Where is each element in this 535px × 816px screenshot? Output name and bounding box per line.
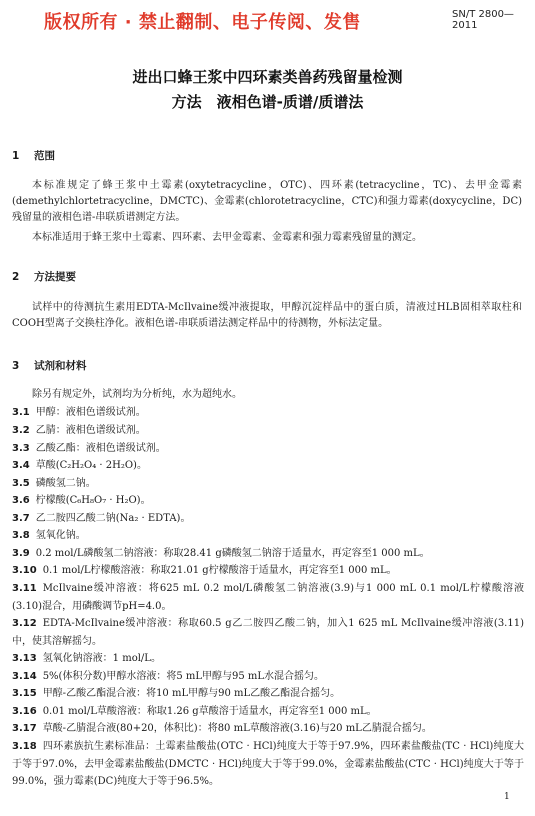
item-text: 柠檬酸(C₆H₈O₇ · H₂O)。 (35, 495, 151, 506)
method-summary-paragraph: 试样中的待测抗生素用EDTA-McIlvaine缓冲液提取，甲醇沉淀样品中的蛋白质，清液过HLB固相萃取柱和COOH型离子交换柱净化。液相色谱-串联质谱法测定样品中的待测物，外标法定量。 (12, 302, 522, 329)
item-number: 3.9 (12, 548, 30, 559)
section-number: 1 (12, 150, 20, 162)
reagent-item (12, 615, 524, 650)
item-number: 3.11 (12, 583, 37, 594)
page-number: 1 (504, 792, 510, 802)
item-number: 3.13 (12, 653, 37, 664)
item-number: 3.16 (12, 706, 37, 717)
reagent-item (12, 703, 524, 721)
item-text: 0.1 mol/L柠檬酸溶液：称取21.01 g柠檬酸溶于适量水，再定容至1 000 mL。 (42, 565, 397, 576)
item-text: 氢氧化钠溶液：1 mol/L。 (42, 653, 161, 664)
item-text: 氢氧化钠。 (35, 530, 86, 541)
item-text: McIlvaine缓冲溶液：将625 mL 0.2 mol/L磷酸氢二钠溶液(3.9)与1 000 mL 0.1 mol/L柠檬酸溶液(3.10)混合，用磷酸调节pH=4.0。 (12, 583, 524, 612)
item-text: EDTA-McIlvaine缓冲溶液：称取60.5 g乙二胺四乙酸二钠，加入1 625 mL McIlvaine缓冲溶液(3.11)中，使其溶解摇匀。 (12, 618, 524, 647)
item-text: 四环素族抗生素标准品：土霉素盐酸盐(OTC · HCl)纯度大于等于97.9%，四环素盐酸盐(TC · HCl)纯度大于等于97.0%，去甲金霉素盐酸盐(DMCTC · HCl)纯度大于等于99.0%，金霉素盐酸盐(CTC · HCl)纯度大于等于99.0%，强力霉素(DC)纯度大于等于96.5%。 (12, 741, 524, 787)
section-number: 2 (12, 271, 20, 283)
reagent-item (12, 668, 524, 686)
item-number: 3.12 (12, 618, 37, 629)
reagent-item (12, 738, 524, 791)
reagent-item (12, 422, 524, 440)
item-number: 3.2 (12, 425, 30, 436)
scope-paragraph-2: 本标准适用于蜂王浆中土霉素、四环素、去甲金霉素、金霉素和强力霉素残留量的测定。 (32, 232, 422, 243)
item-number: 3.18 (12, 741, 37, 752)
section-heading-method-summary (12, 269, 76, 284)
reagent-item (12, 510, 524, 528)
item-number: 3.3 (12, 443, 30, 454)
reagents-intro-paragraph: 除另有规定外，试剂均为分析纯，水为超纯水。 (32, 389, 242, 400)
reagent-item (12, 492, 524, 510)
reagent-item (12, 650, 524, 668)
item-text: 0.2 mol/L磷酸氢二钠溶液：称取28.41 g磷酸氢二钠溶于适量水，再定容至1 000 mL。 (35, 548, 430, 559)
reagent-item (12, 527, 524, 545)
reagent-item (12, 545, 524, 563)
item-text: 5%(体积分数)甲醇水溶液：将5 mL甲醇与95 mL水混合摇匀。 (42, 671, 325, 682)
standard-number: SN/T 2800—2011 (452, 9, 514, 31)
section-heading-reagents (12, 358, 87, 373)
item-text: 草酸(C₂H₂O₄ · 2H₂O)。 (35, 460, 147, 471)
reagent-item (12, 720, 524, 738)
item-number: 3.5 (12, 478, 30, 489)
reagent-item (12, 562, 524, 580)
section-number: 3 (12, 360, 20, 372)
item-number: 3.14 (12, 671, 37, 682)
document-title-line-2: 方法 液相色谱-质谱/质谱法 (171, 93, 364, 111)
document-title-line-1: 进出口蜂王浆中四环素类兽药残留量检测 (132, 68, 403, 86)
scope-paragraph-1: 本标准规定了蜂王浆中土霉素(oxytetracycline，OTC)、四环素(tetracycline，TC)、去甲金霉素(demethylchlortetracycline，DMCTC)、金霉素(chlorotetracycline，CTC)和强力霉素(doxycycline，DC)残留量的液相色谱-串联质谱测定方法。 (12, 180, 522, 223)
section-title: 方法提要 (34, 271, 76, 283)
item-text: 乙腈：液相色谱级试剂。 (35, 425, 146, 436)
item-number: 3.7 (12, 513, 30, 524)
copyright-watermark: 版权所有 · 禁止翻制、电子传阅、发售 (44, 12, 361, 33)
item-number: 3.1 (12, 407, 30, 418)
reagent-item (12, 685, 524, 703)
item-number: 3.10 (12, 565, 37, 576)
section-title: 范围 (34, 150, 55, 162)
item-text: 甲醇：液相色谱级试剂。 (35, 407, 146, 418)
item-text: 甲醇-乙酸乙酯混合液：将10 mL甲醇与90 mL乙酸乙酯混合摇匀。 (42, 688, 341, 699)
item-text: 0.01 mol/L草酸溶液：称取1.26 g草酸溶于适量水，再定容至1 000 mL。 (42, 706, 377, 717)
reagent-item (12, 404, 524, 422)
reagent-item (12, 457, 524, 475)
item-number: 3.8 (12, 530, 30, 541)
item-text: 乙酸乙酯：液相色谱级试剂。 (35, 443, 166, 454)
item-text: 草酸-乙腈混合液(80+20，体积比)：将80 mL草酸溶液(3.16)与20 mL乙腈混合摇匀。 (42, 723, 432, 734)
reagent-item (12, 440, 524, 458)
item-text: 乙二胺四乙酸二钠(Na₂ · EDTA)。 (35, 513, 191, 524)
item-number: 3.6 (12, 495, 30, 506)
item-number: 3.15 (12, 688, 37, 699)
item-number: 3.4 (12, 460, 30, 471)
item-number: 3.17 (12, 723, 37, 734)
section-heading-scope (12, 148, 55, 163)
section-title: 试剂和材料 (34, 360, 87, 372)
reagent-item (12, 475, 524, 493)
reagent-item (12, 580, 524, 615)
item-text: 磷酸氢二钠。 (35, 478, 96, 489)
